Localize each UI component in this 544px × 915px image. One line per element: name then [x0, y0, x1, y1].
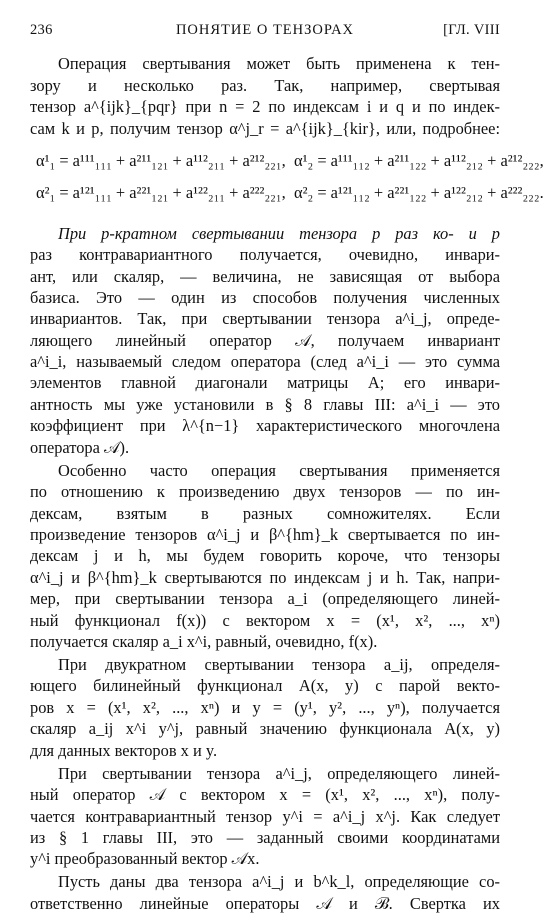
text-line: α^i_j и β^{hm}_k свертываются по индексам j и h. Так, напри- — [30, 568, 500, 587]
text-line: При свертывании тензора a^i_j, определяющего линей- — [58, 764, 500, 783]
equation-right: α¹₂ = a¹¹¹₁₁₂ + a²¹¹₁₂₂ + a¹¹²₂₁₂ + a²¹²₂₂₂, — [294, 151, 544, 170]
text-line: y^i преобразованный вектор 𝒜x. — [30, 849, 260, 868]
text-line: получается скаляр a_i x^i, равный, очевидно, f(x). — [30, 632, 378, 651]
text-line: дексам, взятым в разных сомножителях. Если — [30, 504, 500, 523]
equation-right: α²₂ = a¹²¹₁₁₂ + a²²¹₁₂₂ + a¹²²₂₁₂ + a²²²₂₂₂. — [294, 183, 544, 202]
text-line: скаляр a_ij x^i y^j, равный значению функционала A(x, y) — [30, 719, 500, 738]
text-line: для данных векторов x и y. — [30, 741, 218, 760]
text-line: мер, при свертывании тензора a_i (определяющего линей- — [30, 589, 500, 608]
text-line: дексам j и h, мы будем говорить короче, что тензоры — [30, 546, 500, 565]
text-line: чается контравариантный тензор y^i = a^i_j x^j. Как следует — [30, 807, 500, 826]
text-line: антность мы уже установили в § 8 главы III: a^i_i — это — [30, 395, 500, 414]
text-line: ант, или скаляр, — величина, не зависящая от выбора — [30, 267, 500, 286]
equation-left: α¹₁ = a¹¹¹₁₁₁ + a²¹¹₁₂₁ + a¹¹²₂₁₁ + a²¹²₂₂₁, — [36, 151, 286, 170]
text-line: оператора 𝒜). — [30, 438, 130, 457]
equation-line — [36, 150, 544, 172]
text-line: зору и несколько раз. Так, например, свертывая — [30, 76, 500, 95]
text-line: ющего билинейный функционал A(x, y) с парой векто- — [30, 676, 500, 695]
equation-line — [36, 182, 544, 204]
text-line: При двукратном свертывании тензора a_ij, определя- — [58, 655, 500, 674]
text-line: ответственно линейные операторы 𝒜 и ℬ. Свертка их — [30, 894, 500, 913]
text-line: инвариантов. Так, при свертывании тензора a^i_j, опреде- — [30, 309, 500, 328]
text-line: из § 1 главы III, это — заданный своими координатами — [30, 828, 500, 847]
text-line: базиса. Это — один из способов получения численных — [30, 288, 500, 307]
text-line: коэффициент при λ^{n−1} характеристического многочлена — [30, 416, 500, 435]
text-line: тензор a^{ijk}_{pqr} при n = 2 по индексам i и q и по индек- — [30, 97, 500, 116]
text-line: Операция свертывания может быть применена к тен- — [58, 54, 500, 73]
text-line: раз контравариантного получается, очевидно, инвари- — [30, 245, 500, 264]
page-number: 236 — [30, 22, 53, 38]
text-line: a^i_i, называемый следом оператора (след a^i_i — это сумма — [30, 352, 500, 371]
text-line: ный оператор 𝒜 с вектором x = (x¹, x², ..., xⁿ), полу- — [30, 785, 500, 804]
text-line: произведение тензоров α^i_j и β^{hm}_k свертывается по ин- — [30, 525, 500, 544]
text-line: Пусть даны два тензора a^i_j и b^k_l, определяющие со- — [58, 872, 500, 891]
text-line: ный функционал f(x)) с вектором x = (x¹, x², ..., xⁿ) — [30, 611, 500, 630]
text-line: Особенно часто операция свертывания применяется — [58, 461, 500, 480]
text-line: При p-кратном свертывании тензора p раз ко- и p — [58, 224, 500, 243]
running-title: ПОНЯТИЕ О ТЕНЗОРАХ — [175, 22, 355, 38]
text-line: ров x = (x¹, x², ..., xⁿ) и y = (y¹, y², ..., yⁿ), получается — [30, 698, 500, 717]
equation-left: α²₁ = a¹²¹₁₁₁ + a²²¹₁₂₁ + a¹²²₂₁₁ + a²²²₂₂₁, — [36, 183, 286, 202]
chapter-label: [ГЛ. VIII — [443, 22, 500, 38]
text-line: по отношению к произведению двух тензоров — по ин- — [30, 482, 500, 501]
text-line: сам k и p, получим тензор α^j_r = a^{ijk}_{kir}, или, подробнее: — [30, 119, 500, 138]
text-line: ляющего линейный оператор 𝒜, получаем инвариант — [30, 331, 500, 350]
text-line: элементов главной диагонали матрицы A; его инвари- — [30, 373, 500, 392]
running-header — [30, 22, 500, 44]
